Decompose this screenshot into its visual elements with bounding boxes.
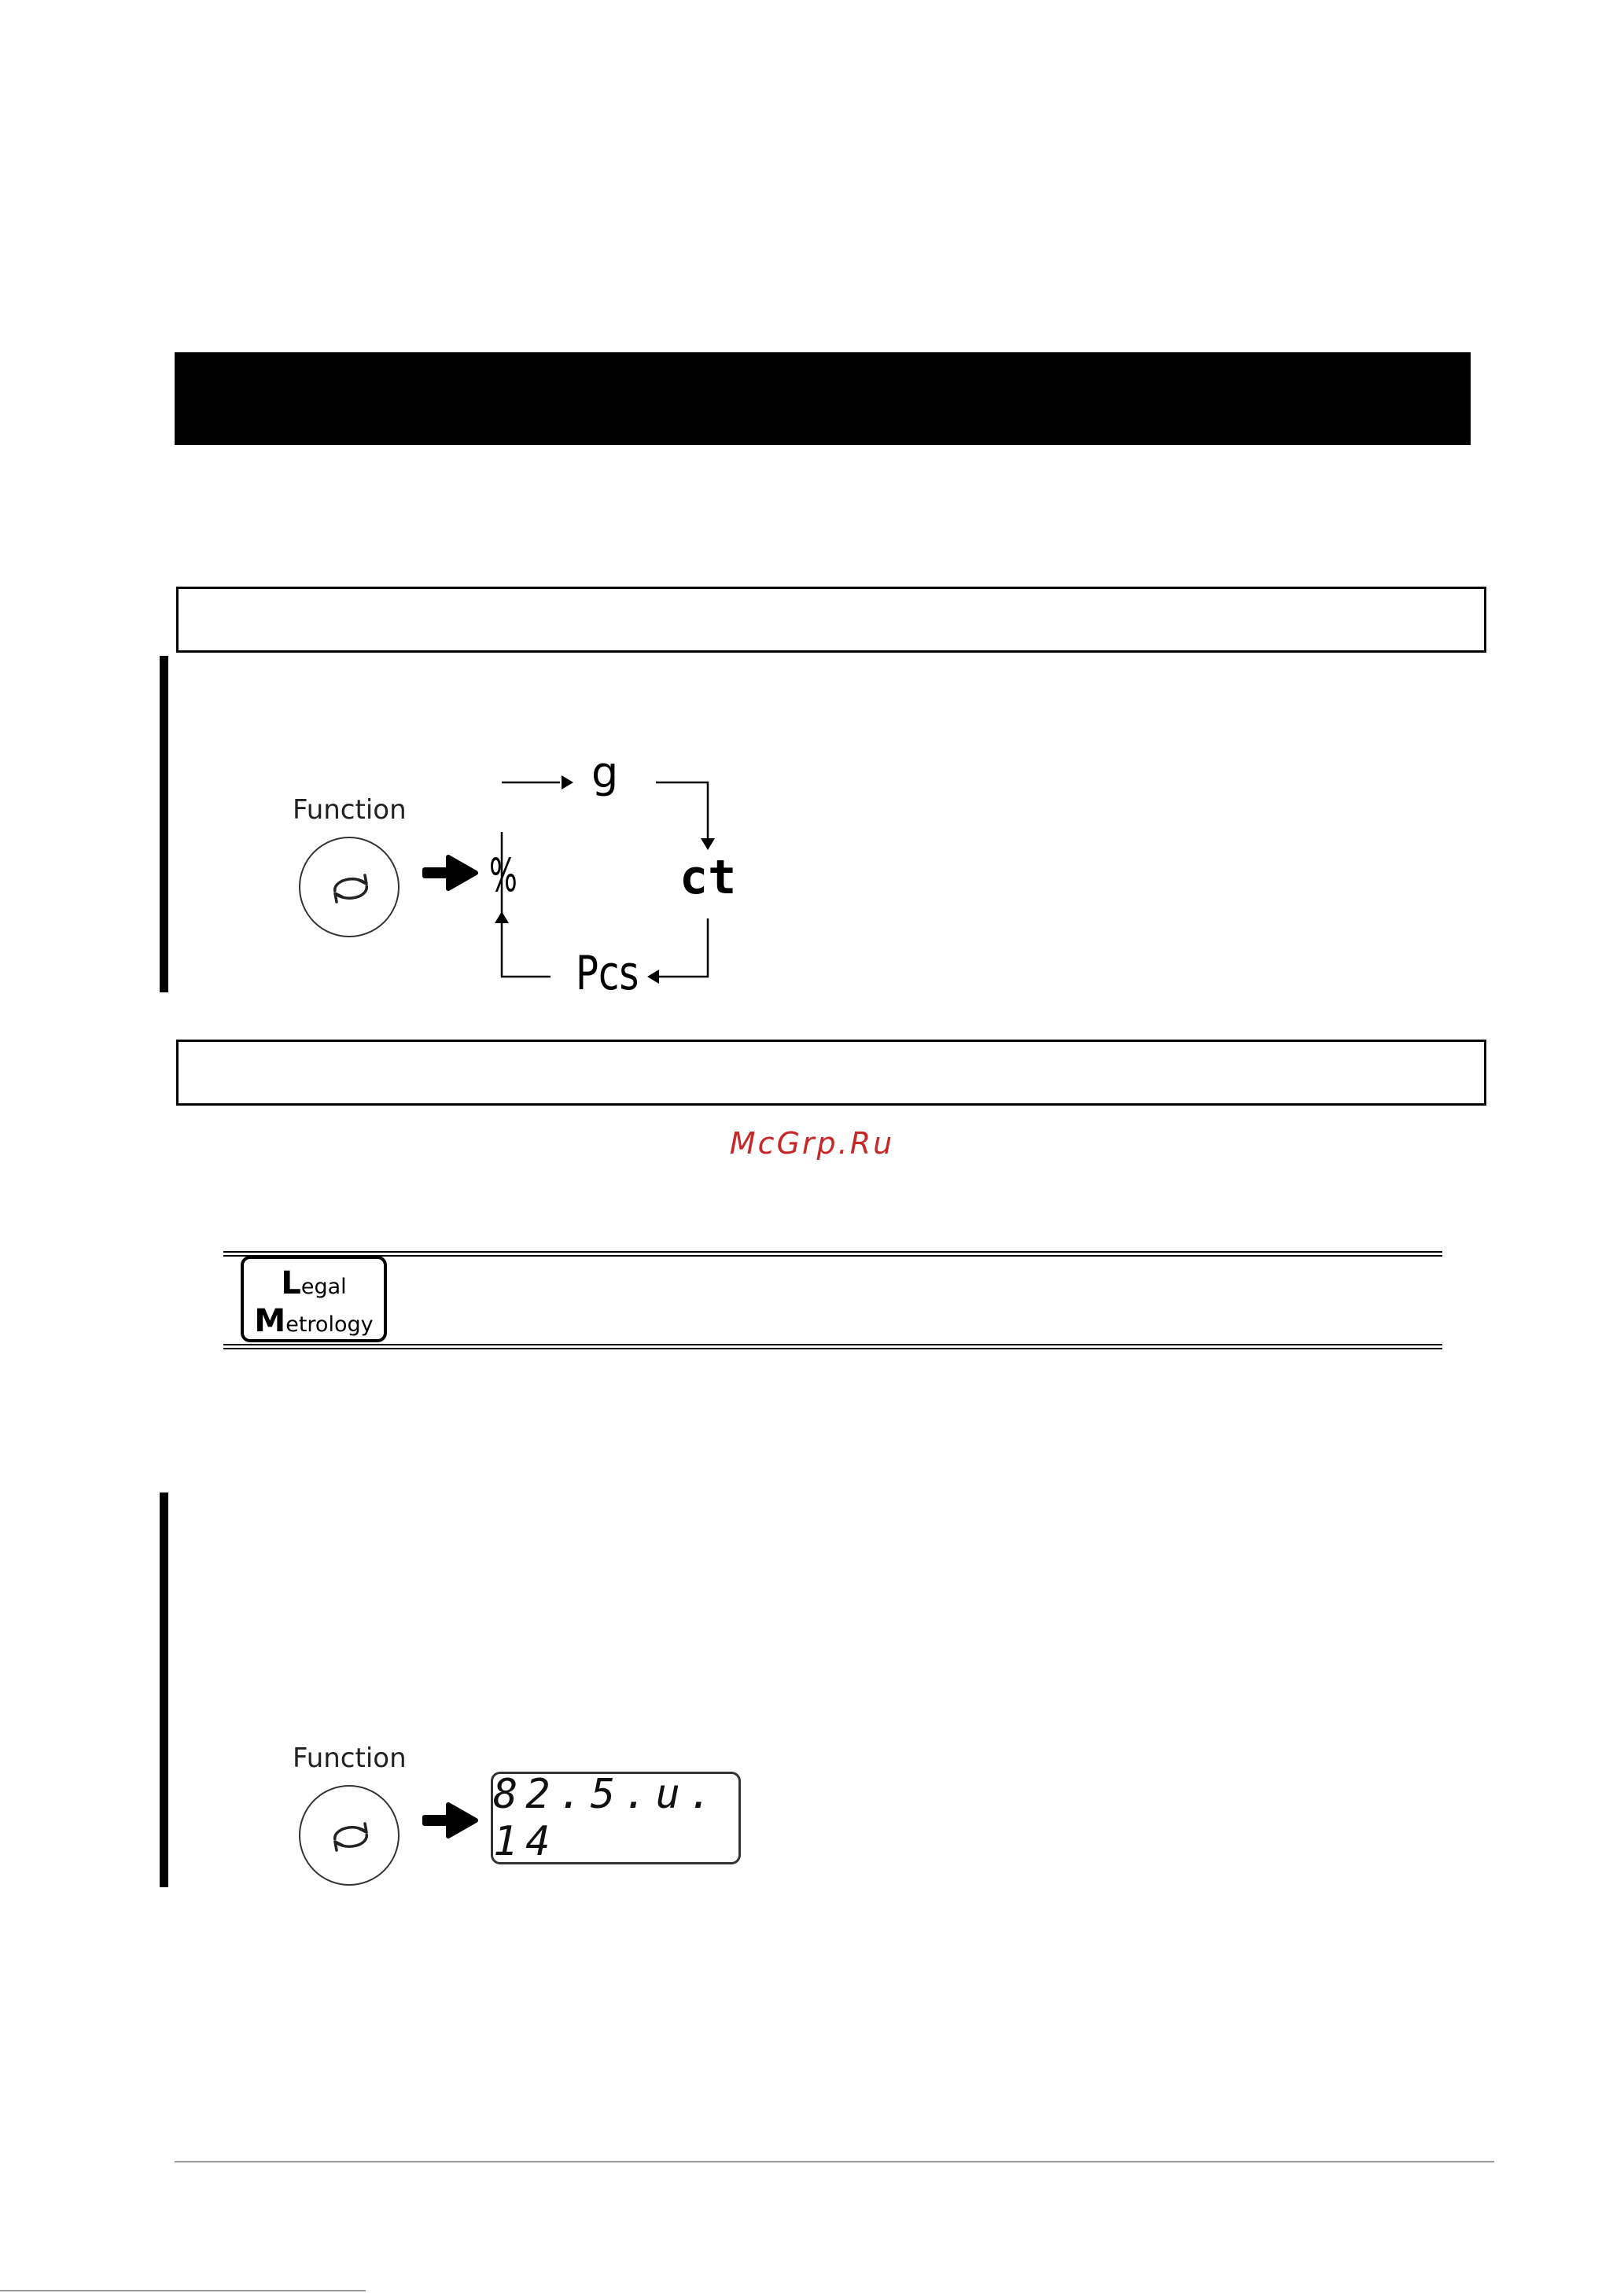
big-arrow-1 (425, 857, 476, 889)
unit-g: g (591, 748, 619, 797)
legal-rule-bottom (223, 1344, 1442, 1349)
section-box-2 (176, 1040, 1486, 1106)
legal-metrology-badge (241, 1256, 387, 1342)
arrowhead-to-ct (701, 838, 715, 850)
footer-rule (175, 2161, 1494, 2162)
bottom-edge-line (0, 2290, 366, 2291)
cycle-icon (300, 1787, 401, 1887)
watermark: McGrp.Ru (729, 1126, 895, 1161)
unit-percent: % (489, 848, 517, 902)
arrowhead-to-g (562, 775, 573, 789)
unit-ct: ct (679, 850, 737, 905)
legal-rule-top (223, 1251, 1442, 1257)
arrowhead-to-percent (495, 911, 509, 923)
function-key-2[interactable] (299, 1785, 400, 1886)
legal-line-2 (244, 1303, 384, 1339)
line-pcs-to-percent (502, 918, 551, 977)
line-g-to-ct (656, 782, 708, 843)
legal-rest: egal (300, 1275, 347, 1299)
metrology-rest: etrology (285, 1312, 374, 1337)
legal-initial: L (281, 1265, 301, 1301)
legal-line-1 (244, 1265, 384, 1301)
lcd-display (491, 1772, 741, 1864)
unit-pcs: Pcs (576, 946, 639, 1001)
metrology-initial: M (254, 1303, 286, 1339)
function-label-1: Function (293, 794, 407, 826)
function-label-2: Function (293, 1743, 407, 1774)
lcd-display-value: 82.5.u. 14 (493, 1771, 721, 1865)
line-ct-to-pcs (654, 918, 708, 977)
side-bar-2 (160, 1492, 168, 1887)
arrowhead-to-pcs (647, 970, 659, 984)
